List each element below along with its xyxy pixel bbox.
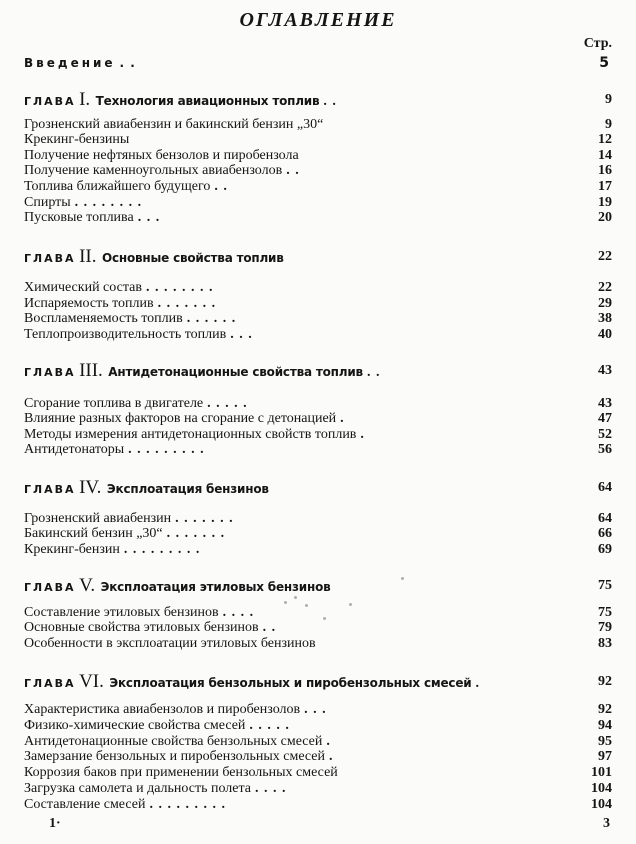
toc-entry-text — [24, 55, 116, 71]
chapter-heading-text — [24, 246, 284, 267]
toc-page-number: 9 — [605, 92, 612, 107]
entry-title: Загрузка самолета и дальность полета — [24, 781, 251, 796]
entry-title: Замерзание бензольных и пиробензольных смесей — [24, 749, 325, 764]
toc-entry-text — [24, 542, 120, 558]
toc-page-number: 43 — [598, 396, 612, 411]
dot-leaders: . — [360, 427, 365, 442]
toc-entry — [24, 797, 612, 813]
toc-page-number: 29 — [598, 296, 612, 311]
toc-page-number: 38 — [598, 311, 612, 326]
dot-leaders: . . . . . . . — [175, 511, 234, 526]
toc-entry — [24, 702, 612, 718]
toc-entry-text — [24, 781, 251, 797]
entry-title: Химический состав — [24, 280, 142, 295]
dot-leaders: . . . — [304, 702, 327, 717]
dot-leaders: . . . . . . — [186, 311, 237, 326]
toc-entry — [24, 442, 612, 458]
toc-page-number: 64 — [598, 511, 612, 526]
toc-page-number: 40 — [598, 327, 612, 342]
toc-entry — [24, 210, 612, 226]
toc-entry-text — [24, 718, 245, 734]
dot-leaders: . — [328, 749, 334, 764]
toc-entry — [24, 781, 612, 797]
toc-entry-text — [24, 636, 316, 652]
toc-entry — [24, 718, 612, 734]
print-speckle — [401, 577, 404, 580]
chapter-title: Основные свойства топлив — [101, 251, 284, 265]
chapter-heading — [24, 246, 612, 267]
toc-page-number: 69 — [598, 542, 612, 557]
toc-entry-text — [24, 620, 259, 636]
toc-entry-text — [24, 396, 203, 412]
chapter-title: Эксплоатация бензольных и пиробензольных смесей — [109, 676, 472, 690]
toc-page-number: 97 — [598, 749, 612, 764]
toc-page-number: 14 — [598, 148, 612, 163]
toc-entry-text — [24, 210, 134, 226]
toc-page-number: 75 — [598, 578, 612, 593]
footer-page-number: 3 — [603, 816, 610, 831]
toc-entry-text — [24, 734, 322, 750]
chapter-number: VI. — [79, 671, 104, 692]
toc-entry — [24, 195, 612, 211]
chapter-number: V. — [79, 575, 96, 596]
chapter-heading-text — [24, 360, 363, 381]
entry-title: Особенности в эксплоатации этиловых бензинов — [24, 636, 316, 651]
chapter-heading-text — [24, 477, 269, 498]
chapter-number: III. — [79, 360, 103, 381]
dot-leaders: . — [326, 734, 331, 749]
footer-mark: 1· — [49, 816, 61, 831]
toc-entry-text — [24, 702, 300, 718]
entry-title: Составление этиловых бензинов — [24, 605, 219, 620]
toc-entry — [24, 280, 612, 296]
toc-entry — [24, 117, 612, 133]
toc-entry — [24, 311, 612, 327]
entry-title: Антидетонаторы — [24, 442, 125, 457]
toc-entry-text — [24, 195, 71, 211]
entry-title: Топлива ближайшего будущего — [24, 179, 211, 194]
chapter-heading — [24, 360, 612, 381]
chapter-heading — [24, 671, 612, 692]
toc-page-number: 20 — [598, 210, 612, 225]
chapter-number: II. — [79, 246, 97, 267]
dot-leaders: . . . — [137, 210, 161, 225]
dot-leaders: . . — [366, 365, 381, 380]
dot-leaders: . — [475, 676, 480, 691]
toc-entry-text — [24, 327, 226, 343]
dot-leaders: . . . . . . . . . — [123, 542, 201, 557]
toc-page-number: 22 — [598, 280, 612, 295]
toc-entry — [24, 636, 612, 652]
toc-entry-text — [24, 311, 183, 327]
entry-title: Получение нефтяных бензолов и пиробензола — [24, 148, 299, 163]
chapter-heading — [24, 575, 612, 596]
chapter-label: ГЛАВА — [24, 366, 76, 379]
chapter-label: ГЛАВА — [24, 483, 76, 496]
entry-title: Спирты — [24, 195, 71, 210]
print-speckle — [349, 603, 352, 606]
toc-entry-text — [24, 511, 171, 527]
toc-page-number: 43 — [598, 363, 612, 378]
dot-leaders: . . — [262, 620, 277, 635]
dot-leaders: . . — [286, 163, 300, 178]
entry-title: Испаряемость топлив — [24, 296, 154, 311]
dot-leaders: . . . . . . . . — [74, 195, 143, 210]
toc-page-number: 79 — [598, 620, 612, 635]
toc-entry — [24, 749, 612, 765]
dot-leaders: . . . — [230, 327, 253, 342]
toc-entry-text — [24, 765, 338, 781]
entry-title: Антидетонационные свойства бензольных смесей — [24, 734, 323, 749]
dot-leaders: . . — [119, 56, 136, 70]
entry-title: Методы измерения антидетонационных свойств топлив — [24, 427, 357, 442]
entry-title: Физико-химические свойства смесей — [24, 718, 246, 733]
chapter-title: Эксплоатация бензинов — [106, 482, 269, 496]
toc-entry — [24, 542, 612, 558]
dot-leaders: . . . . — [255, 781, 287, 796]
dot-leaders: . . — [214, 179, 228, 194]
toc-page-number: 101 — [591, 765, 612, 780]
introduction-text: Введение — [24, 56, 116, 70]
entry-title: Воспламеняемость топлив — [24, 311, 183, 326]
toc-page-number: 92 — [598, 702, 612, 717]
dot-leaders: . — [340, 411, 345, 426]
chapter-number: IV. — [79, 477, 102, 498]
dot-leaders: . . . . . . . . . — [128, 442, 205, 457]
chapter-label: ГЛАВА — [24, 95, 76, 108]
toc-entry-text — [24, 797, 145, 813]
dot-leaders: . . . . . . . . . — [149, 797, 226, 812]
entry-title: Грозненский авиабензин — [24, 511, 172, 526]
toc-entry — [24, 163, 612, 179]
entry-title: Составление смесей — [24, 797, 146, 812]
chapter-label: ГЛАВА — [24, 252, 76, 265]
chapter-number: I. — [79, 89, 91, 110]
dot-leaders: . . . . — [222, 605, 255, 620]
chapter-heading-text — [24, 89, 320, 110]
toc-page-number: 47 — [598, 411, 612, 426]
toc-page-number: 66 — [598, 526, 612, 541]
toc-entry — [24, 765, 612, 781]
toc-page-number: 12 — [598, 132, 612, 147]
toc-entry-text — [24, 117, 323, 133]
chapter-heading-text — [24, 671, 472, 692]
page-title: ОГЛАВЛЕНИЕ — [239, 9, 397, 31]
chapter-heading — [24, 477, 612, 498]
toc-entry — [24, 734, 612, 750]
toc-page-number: 104 — [591, 781, 612, 796]
toc-entry — [24, 148, 612, 164]
chapter-label: ГЛАВА — [24, 677, 76, 690]
entry-title: Сгорание топлива в двигателе — [24, 396, 204, 411]
toc-page-number: 5 — [599, 55, 612, 71]
chapter-title: Эксплоатация этиловых бензинов — [100, 580, 331, 594]
entry-title: Пусковые топлива — [24, 210, 134, 225]
entry-title: Характеристика авиабензолов и пиробензолов — [24, 702, 301, 717]
toc-page-number: 17 — [598, 179, 612, 194]
toc-page-number: 64 — [598, 480, 612, 495]
print-speckle — [294, 596, 297, 599]
dot-leaders: . . . . . — [207, 396, 248, 411]
toc-entry-text — [24, 280, 142, 296]
page-column-label: Стр. — [583, 36, 612, 51]
toc-entry-text — [24, 163, 282, 179]
toc-page-number: 19 — [598, 195, 612, 210]
entry-title: Получение каменноугольных авиабензолов — [24, 163, 283, 178]
print-speckle — [323, 617, 326, 620]
toc-entry-text — [24, 605, 219, 621]
chapter-heading-text — [24, 575, 331, 596]
toc-page-number: 22 — [598, 249, 612, 264]
toc-page-number: 52 — [598, 427, 612, 442]
toc-entry — [24, 605, 612, 621]
toc-entry — [24, 296, 612, 312]
toc-entry-text — [24, 179, 210, 195]
toc-entry — [24, 511, 612, 527]
toc-page-number: 9 — [605, 117, 612, 132]
toc-page-number: 83 — [598, 636, 612, 651]
toc-page-number: 75 — [598, 605, 612, 620]
toc-entry-text — [24, 526, 163, 542]
dot-leaders: . . . . . . . . — [145, 280, 214, 295]
print-speckle — [305, 604, 308, 607]
toc-page-number: 94 — [598, 718, 612, 733]
toc-page-number: 16 — [598, 163, 612, 178]
entry-title: Влияние разных факторов на сгорание с детонацией — [24, 411, 337, 426]
toc-entry — [24, 620, 612, 636]
dot-leaders: . . . . . . . — [166, 526, 226, 541]
toc-entry-text — [24, 427, 356, 443]
entry-title: Грозненский авиабензин и бакинский бензин „30“ — [24, 117, 324, 132]
toc-entry — [24, 132, 612, 148]
dot-leaders: . . . . . — [249, 718, 290, 733]
toc-page-number: 104 — [591, 797, 612, 812]
entry-title: Крекинг-бензины — [24, 132, 130, 147]
toc-entry-text — [24, 296, 154, 312]
toc-page-number: 92 — [598, 674, 612, 689]
entry-title: Теплопроизводительность топлив — [24, 327, 227, 342]
chapter-label: ГЛАВА — [24, 581, 76, 594]
chapter-heading — [24, 89, 612, 110]
entry-title: Крекинг-бензин — [24, 542, 120, 557]
introduction-entry — [24, 55, 612, 71]
dot-leaders: . . — [323, 94, 337, 109]
toc-entry-text — [24, 148, 299, 164]
toc-entry — [24, 411, 612, 427]
toc-entry — [24, 427, 612, 443]
toc-page-number: 95 — [598, 734, 612, 749]
toc-entry-text — [24, 442, 124, 458]
entry-title: Бакинский бензин „30“ — [24, 526, 163, 541]
toc-entry — [24, 526, 612, 542]
toc-entry-text — [24, 749, 325, 765]
toc-entry-text — [24, 132, 129, 148]
chapter-title: Антидетонационные свойства топлив — [108, 365, 363, 379]
toc-entry — [24, 396, 612, 412]
entry-title: Коррозия баков при применении бензольных смесей — [24, 765, 338, 780]
dot-leaders: . . . . . . . — [157, 296, 217, 311]
chapter-title: Технология авиационных топлив — [95, 94, 320, 108]
toc-entry — [24, 327, 612, 343]
toc-entry — [24, 179, 612, 195]
entry-title: Основные свойства этиловых бензинов — [24, 620, 259, 635]
print-speckle — [284, 601, 287, 604]
toc-entry-text — [24, 411, 336, 427]
toc-page-number: 56 — [598, 442, 612, 457]
